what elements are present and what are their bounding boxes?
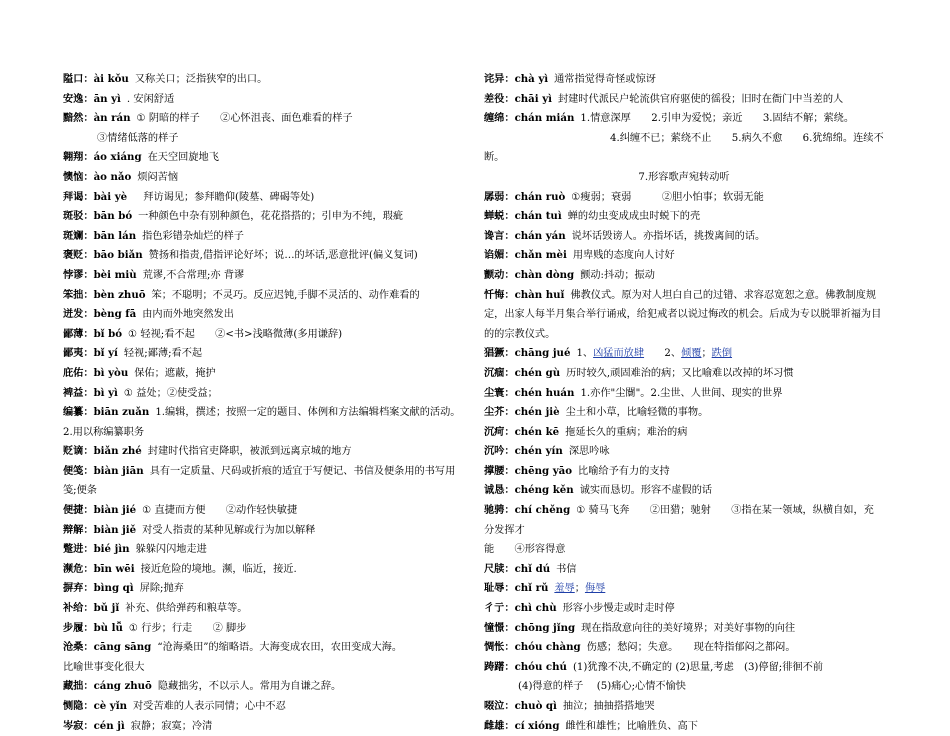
entry-headword: 雌雄： (484, 719, 515, 732)
entry-headword: 岑寂： (63, 719, 94, 732)
glossary-entry (484, 403, 884, 423)
entry-headword: 隘口： (63, 73, 94, 85)
entry-headword: 便捷： (63, 504, 94, 517)
entry-continuation: 断。 (484, 152, 505, 164)
entry-definition: 1.亦作"尘闤"。2.尘世、人世间、现实的世界 (580, 387, 783, 399)
entry-headword: 庇佑： (63, 366, 94, 379)
entry-definition: 封建时代派民户轮流供官府驱使的徭役；旧时在衙门中当差的人 (557, 93, 844, 105)
entry-pinyin: bīn wēi (93, 562, 135, 575)
entry-pinyin: bì yì (93, 386, 118, 399)
entry-headword: 笨拙： (63, 288, 94, 301)
entry-pinyin: chāng jué (514, 347, 571, 360)
glossary-entry (484, 540, 884, 560)
entry-headword: 悖谬： (63, 268, 94, 281)
entry-headword: 鄙夷： (63, 347, 94, 360)
entry-separator: ； (701, 348, 712, 360)
entry-pinyin: chán ruò (514, 190, 566, 203)
entry-definition: 通常指觉得奇怪或惊讶 (554, 74, 656, 85)
entry-definition: 躲躲闪闪地走进 (135, 544, 207, 556)
entry-pinyin: chán mián (514, 112, 575, 125)
entry-definition: 形容小步慢走或时走时停 (562, 603, 675, 615)
glossary-entry (63, 658, 463, 678)
glossary-entry (484, 90, 884, 110)
entry-definition: 具有一定质量、尺码或折痕的适宜于写便记、书信及便条用的书写用笺;便条 (63, 465, 456, 497)
glossary-entry (484, 384, 884, 404)
entry-pinyin: bài yè (93, 190, 128, 203)
entry-definition: ① 阴暗的样子 ②心怀沮丧、面色难看的样子 (136, 113, 353, 125)
glossary-entry (63, 677, 463, 697)
entry-pinyin: cáng zhuō (93, 680, 152, 693)
entry-pinyin: chí chěng (514, 504, 571, 517)
entry-headword: 差役： (484, 92, 515, 105)
entry-headword: 沧桑： (63, 641, 94, 654)
glossary-entry (63, 501, 463, 521)
entry-headword: 翱翔： (63, 151, 94, 164)
entry-definition: 赞扬和指责,借指评论好坏；说…的坏话,恶意批评(偏义复词) (148, 250, 418, 262)
entry-definition: . 安闲舒适 (126, 93, 175, 105)
entry-definition: 1、 (576, 348, 594, 360)
entry-definition: 寂静；寂寞；冷清 (130, 720, 213, 732)
entry-definition: 佛教仪式。原为对人坦白自己的过错、求容忍宽恕之意。佛教制度规定，出家人每半月集合举行诵戒，给犯戒者以说过悔改的机会。后成为专以脱罪祈福为目的的宗教仪式。 (484, 289, 882, 340)
entry-headword: 缠绵： (484, 112, 515, 125)
entry-headword: 谄媚： (484, 249, 515, 262)
entry-pinyin: biàn jié (93, 504, 137, 517)
entry-continuation: 7.形容歌声宛转动听 (638, 171, 730, 183)
definition-link[interactable]: 跌倒 (711, 348, 733, 360)
glossary-entry (63, 619, 463, 639)
entry-headword: 沉吟： (484, 445, 515, 458)
entry-pinyin: bèi miù (93, 268, 137, 281)
definition-link[interactable]: 羞辱 (554, 583, 575, 595)
entry-definition: 蝉的幼虫变成成虫时蜕下的壳 (567, 211, 701, 223)
entry-definition: (1)犹豫不决,不确定的 (2)思量,考虑 (3)停留;徘徊不前 (572, 661, 823, 673)
entry-definition: 1.情意深厚 2.引申为爱悦；亲近 3.固结不解；萦绕。 (580, 113, 855, 125)
entry-definition: ① 行步；行走 ② 脚步 (128, 622, 247, 634)
entry-definition: 现在指敌意向往的美好境界；对美好事物的向往 (581, 622, 796, 634)
entry-headword: 尘寰： (484, 386, 515, 399)
glossary-entry (63, 109, 463, 129)
glossary-entry (484, 70, 884, 90)
entry-pinyin: chóu chàng (514, 641, 581, 654)
glossary-entry (63, 462, 463, 501)
glossary-entry (63, 148, 463, 168)
entry-pinyin: bì yòu (93, 366, 129, 379)
entry-headword: 颤动： (484, 268, 515, 281)
entry-headword: 尘芥： (484, 406, 515, 419)
entry-definition: 伤感；愁闷；失意。 现在特指郁闷之都闷。 (586, 642, 796, 654)
glossary-entry (63, 325, 463, 345)
entry-definition: 历时较久,顽固难治的病；又比喻难以改掉的坏习惯 (566, 367, 794, 379)
entry-definition: 颤动:抖动；振动 (580, 269, 655, 281)
entry-pinyin: ào nǎo (93, 170, 132, 183)
entry-definition: 2、 (644, 348, 682, 360)
entry-headword: 迸发： (63, 308, 94, 321)
entry-pinyin: bìng qì (93, 582, 134, 595)
entry-headword: 懊恼： (63, 170, 94, 183)
glossary-entry (484, 227, 884, 247)
entry-definition: 用卑贱的态度向人讨好 (572, 250, 675, 262)
glossary-entry (484, 188, 884, 208)
glossary-entry (63, 403, 463, 442)
glossary-entry (63, 305, 463, 325)
entry-pinyin: cāng sāng (93, 641, 152, 654)
entry-continuation: 比喻世事变化很大 (63, 661, 145, 673)
entry-pinyin: chén gù (514, 366, 561, 379)
entry-definition: 对受人指责的某种见解或行为加以解释 (142, 524, 316, 536)
entry-headword: 鄙薄： (63, 327, 94, 340)
entry-pinyin: ān yì (93, 92, 121, 105)
entry-definition: ① 轻视;看不起 ②<书>浅略微薄(多用谦辞) (128, 328, 343, 340)
glossary-entry (484, 168, 884, 188)
entry-definition: 拜访谒见；参拜瞻仰(陵墓、碑碣等处) (133, 191, 315, 203)
entry-definition: 笨；不聪明；不灵巧。反应迟钝,手脚不灵活的、动作难看的 (151, 289, 420, 301)
entry-headword: 诚恳： (484, 484, 515, 497)
entry-pinyin: biàn jiě (93, 523, 137, 536)
glossary-entry (484, 677, 884, 697)
entry-pinyin: chǐ rǔ (514, 582, 549, 595)
glossary-entry (63, 521, 463, 541)
glossary-entry (484, 148, 884, 168)
entry-definition: 对受苦难的人表示同情；心中不忍 (133, 701, 286, 712)
entry-headword: 彳亍： (484, 602, 515, 615)
entry-definition: 屏除;抛弃 (139, 583, 184, 595)
entry-definition: ① 益处；②使受益； (123, 387, 218, 399)
entry-definition: 比喻给予有力的支持 (578, 465, 670, 477)
entry-definition: ① 直捷而方便 ②动作轻快敏捷 (142, 505, 298, 517)
entry-pinyin: chén yín (514, 445, 563, 458)
entry-headword: 裨益： (63, 386, 94, 399)
glossary-entry (484, 364, 884, 384)
entry-headword: 啜泣： (484, 700, 515, 712)
entry-definition: 深思吟咏 (568, 446, 610, 458)
glossary-entry (484, 599, 884, 619)
entry-pinyin: chuò qì (514, 700, 557, 712)
entry-definition: 隐藏拙劣，不以示人。常用为自谦之辞。 (157, 681, 342, 693)
entry-headword: 猖獗： (484, 347, 515, 360)
entry-headword: 谗言： (484, 229, 515, 242)
definition-link[interactable]: 凶猛而放肆 (593, 348, 645, 360)
glossary-entry (63, 364, 463, 384)
entry-pinyin: bié jìn (93, 543, 130, 556)
entry-pinyin: bèn zhuō (93, 288, 146, 301)
glossary-entry (484, 619, 884, 639)
entry-headword: 贬谪： (63, 445, 94, 458)
definition-link[interactable]: 倾覆 (681, 348, 702, 360)
entry-headword: 沉疴： (484, 425, 515, 438)
entry-pinyin: bèng fā (93, 308, 137, 321)
glossary-entry (63, 246, 463, 266)
entry-pinyin: bǐ yí (93, 347, 118, 360)
entry-headword: 步履： (63, 621, 94, 634)
entry-definition: 轻视;鄙薄;看不起 (123, 348, 203, 360)
glossary-entry (484, 129, 884, 149)
entry-pinyin: chǎn mèi (514, 249, 567, 262)
entry-pinyin: bān lán (93, 229, 137, 242)
entry-pinyin: chàn huǐ (514, 288, 565, 301)
entry-pinyin: cè yǐn (93, 700, 127, 712)
glossary-entry (63, 70, 463, 90)
entry-definition: 一种颜色中杂有别种颜色，花花搭搭的；引申为不纯，瑕疵 (138, 211, 404, 223)
glossary-entry (484, 501, 884, 540)
entry-pinyin: chán yán (514, 229, 566, 242)
entry-pinyin: bǐ bó (93, 327, 123, 340)
entry-definition: 荒谬,不合常理;亦 背谬 (142, 269, 245, 281)
glossary-entry (63, 717, 463, 736)
glossary-entry (484, 344, 884, 364)
glossary-entry (63, 129, 463, 149)
entry-definition: 指色彩错杂灿烂的样子 (142, 230, 244, 242)
glossary-entry (484, 207, 884, 227)
entry-headword: 斑驳： (63, 210, 94, 223)
entry-definition: 说坏话毁谤人。亦指坏话，挑拨离间的话。 (571, 230, 766, 242)
glossary-entry (484, 286, 884, 345)
entry-pinyin: chà yì (514, 73, 549, 85)
entry-headword: 忏悔： (484, 288, 515, 301)
glossary-entry (484, 658, 884, 678)
glossary-entry (484, 638, 884, 658)
glossary-entry (484, 246, 884, 266)
entry-headword: 黯然： (63, 112, 94, 125)
entry-pinyin: chén huán (514, 386, 575, 399)
entry-headword: 补给： (63, 602, 94, 615)
definition-link[interactable]: 侮辱 (584, 583, 606, 595)
entry-pinyin: chéng kěn (514, 484, 574, 497)
glossary-entry (63, 188, 463, 208)
glossary-entry (484, 481, 884, 501)
left-column (63, 70, 463, 736)
glossary-entry (484, 266, 884, 286)
entry-headword: 编纂： (63, 406, 94, 419)
entry-pinyin: bāo biǎn (93, 249, 143, 262)
right-column (484, 70, 884, 736)
entry-definition: 又称关口；泛指狭窄的出口。 (134, 74, 268, 85)
glossary-entry (484, 462, 884, 482)
entry-pinyin: àn rán (93, 112, 131, 125)
entry-headword: 安逸： (63, 92, 94, 105)
entry-pinyin: chóu chú (514, 660, 567, 673)
entry-headword: 沉痼： (484, 366, 515, 379)
glossary-entry (63, 579, 463, 599)
glossary-entry (63, 384, 463, 404)
entry-continuation: 能 ④形容得意 (484, 544, 566, 556)
glossary-entry (63, 638, 463, 658)
entry-pinyin: chēng yāo (514, 464, 573, 477)
entry-definition: 封建时代指官吏降职，被派到远离京城的地方 (147, 446, 352, 458)
entry-headword: 褒贬： (63, 249, 94, 262)
glossary-entry (63, 599, 463, 619)
entry-definition: 在天空回旋地飞 (147, 152, 219, 164)
glossary-entry (484, 423, 884, 443)
entry-pinyin: bān bó (93, 210, 133, 223)
entry-definition: ①瘦弱；衰弱 ②胆小怕事；软弱无能 (571, 191, 764, 203)
entry-headword: 便笺： (63, 464, 94, 477)
entry-continuation: 4.纠缠不已；萦绕不止 5.病久不愈 6.犹绵绵。连续不 (610, 132, 884, 144)
entry-definition: 1.编辑，撰述；按照一定的题目、体例和方法编辑档案文献的活动。2.用以称编纂职务 (63, 407, 461, 438)
glossary-entry (63, 286, 463, 306)
entry-headword: 斑斓： (63, 229, 94, 242)
entry-definition: 书信 (556, 563, 577, 575)
entry-pinyin: chén kē (514, 425, 560, 438)
entry-headword: 尺牍： (484, 562, 515, 575)
entry-headword: 撑腰： (484, 464, 515, 477)
entry-headword: 藏拙： (63, 680, 94, 693)
glossary-entry (484, 442, 884, 462)
entry-continuation: ③情绪低落的样子 (97, 132, 179, 144)
entry-headword: 拜谒： (63, 190, 94, 203)
entry-definition: 雌性和雄性；比喻胜负、高下 (565, 720, 698, 732)
entry-definition: 保佑；遮蔽，掩护 (134, 367, 216, 379)
glossary-entry (63, 560, 463, 580)
entry-headword: 诧异： (484, 73, 515, 85)
entry-pinyin: chán tuì (514, 210, 562, 223)
entry-headword: 孱弱： (484, 190, 515, 203)
glossary-entry (484, 697, 884, 717)
glossary-entry (63, 344, 463, 364)
entry-headword: 蹩进： (63, 543, 94, 556)
glossary-entry (63, 266, 463, 286)
entry-headword: 濒危： (63, 562, 94, 575)
entry-pinyin: cí xióng (514, 719, 560, 732)
entry-headword: 踌躇： (484, 660, 515, 673)
glossary-entry (484, 560, 884, 580)
glossary-entry (63, 168, 463, 188)
entry-pinyin: cén jì (93, 719, 125, 732)
entry-headword: 蝉蜕： (484, 210, 515, 223)
glossary-entry (63, 207, 463, 227)
entry-headword: 摒弃： (63, 582, 94, 595)
entry-pinyin: bù lǚ (93, 621, 123, 634)
entry-pinyin: biān zuǎn (93, 406, 150, 419)
entry-pinyin: chén jiè (514, 406, 560, 419)
glossary-entry (63, 90, 463, 110)
entry-definition: ① 骑马飞奔 ②田猎；驰射 ③指在某一领域，纵横自如，充分发挥才 (484, 505, 874, 536)
entry-definition: 接近危险的境地。濒，临近，接近. (140, 563, 297, 575)
entry-definition: 拖延长久的重病；难治的病 (565, 426, 688, 438)
entry-definition: 补充、供给弹药和粮草等。 (125, 603, 248, 615)
entry-pinyin: biǎn zhé (93, 445, 142, 458)
entry-headword: 憧憬： (484, 621, 515, 634)
entry-pinyin: ài kǒu (93, 73, 129, 85)
entry-pinyin: chōng jǐng (514, 621, 576, 634)
entry-pinyin: chāi yì (514, 92, 552, 105)
entry-continuation: (4)得意的样子 (5)痛心;心情不愉快 (518, 681, 686, 693)
glossary-entry (484, 579, 884, 599)
entry-definition: 诚实而恳切。形容不虚假的话 (579, 485, 713, 497)
entry-definition: 烦闷苦恼 (137, 171, 179, 183)
glossary-entry (484, 717, 884, 736)
entry-pinyin: chǐ dú (514, 562, 551, 575)
entry-definition: 抽泣；抽抽搭搭地哭 (562, 701, 655, 712)
glossary-entry (484, 109, 884, 129)
entry-pinyin: bǔ jǐ (93, 602, 120, 615)
glossary-entry (63, 442, 463, 462)
entry-pinyin: chì chù (514, 602, 557, 615)
entry-definition: 由内而外地突然发出 (142, 309, 234, 321)
entry-headword: 恻隐： (63, 700, 94, 712)
glossary-entry (63, 540, 463, 560)
entry-pinyin: chàn dòng (514, 268, 575, 281)
entry-separator: ； (574, 583, 585, 595)
entry-pinyin: biàn jiān (93, 464, 144, 477)
entry-headword: 耻辱： (484, 582, 515, 595)
entry-definition: 尘土和小草，比喻轻微的事物。 (565, 407, 709, 419)
glossary-entry (63, 227, 463, 247)
entry-definition: “沧海桑田”的缩略语。大海变成农田，农田变成大海。 (157, 642, 403, 654)
entry-headword: 惆怅： (484, 641, 515, 654)
entry-headword: 驰骋： (484, 504, 515, 517)
glossary-entry (63, 697, 463, 717)
entry-pinyin: áo xiáng (93, 151, 142, 164)
entry-headword: 辩解： (63, 523, 94, 536)
